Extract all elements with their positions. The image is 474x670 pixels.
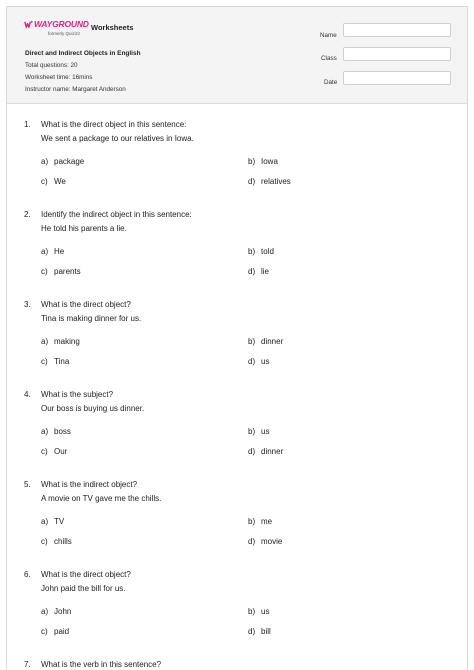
option-letter: d) [248, 537, 256, 546]
option-letter: c) [41, 357, 48, 366]
wayground-logo [24, 19, 89, 41]
option-text: Iowa [261, 157, 278, 166]
class-label: Class [321, 55, 337, 62]
option-text: package [54, 157, 85, 166]
instructor-name: Instructor name: Margaret Anderson [25, 86, 126, 93]
answer-option[interactable] [41, 427, 71, 436]
name-label: Name [320, 32, 337, 39]
answer-option[interactable] [248, 427, 269, 436]
answer-option[interactable] [41, 357, 69, 366]
option-text: parents [54, 267, 81, 276]
answer-option[interactable] [248, 447, 283, 456]
question-number: 7. [24, 660, 31, 669]
option-letter: a) [41, 337, 49, 346]
worksheet-page [6, 6, 468, 670]
answer-option[interactable] [41, 627, 69, 636]
question-prompt: What is the indirect object? [41, 480, 138, 489]
option-text: TV [54, 517, 65, 526]
answer-option[interactable] [41, 337, 80, 346]
answer-option[interactable] [248, 177, 291, 186]
option-text: Tina [54, 357, 70, 366]
option-letter: c) [41, 267, 48, 276]
question-number: 2. [24, 210, 31, 219]
option-letter: c) [41, 537, 48, 546]
question-number: 6. [24, 570, 31, 579]
option-letter: a) [41, 427, 49, 436]
question-number: 1. [24, 120, 31, 129]
answer-option[interactable] [41, 607, 71, 616]
option-text: me [261, 517, 273, 526]
logo-wordmark: WAYGROUND [34, 19, 89, 29]
answer-option[interactable] [41, 517, 64, 526]
question-sentence: A movie on TV gave me the chills. [41, 494, 162, 503]
answer-option[interactable] [248, 517, 272, 526]
class-field[interactable] [343, 47, 451, 61]
option-text: movie [261, 537, 283, 546]
brand-title: Worksheets [91, 23, 134, 32]
logo-mark-icon [24, 20, 33, 29]
option-text: us [261, 607, 270, 616]
question-prompt: What is the direct object? [41, 570, 131, 579]
answer-option[interactable] [41, 537, 72, 546]
option-text: dinner [261, 337, 284, 346]
answer-option[interactable] [248, 337, 283, 346]
option-letter: a) [41, 157, 49, 166]
option-text: dinner [261, 447, 284, 456]
worksheet-title: Direct and Indirect Objects in English [25, 50, 141, 57]
option-text: We [54, 177, 66, 186]
date-field[interactable] [343, 71, 451, 85]
answer-option[interactable] [248, 357, 269, 366]
question-sentence: John paid the bill for us. [41, 584, 126, 593]
question-item [7, 210, 467, 290]
option-letter: d) [248, 357, 256, 366]
question-prompt: What is the subject? [41, 390, 114, 399]
option-letter: c) [41, 447, 48, 456]
option-text: relatives [261, 177, 291, 186]
name-field[interactable] [343, 23, 451, 37]
answer-option[interactable] [41, 247, 64, 256]
answer-option[interactable] [248, 247, 274, 256]
option-text: us [261, 357, 270, 366]
answer-option[interactable] [248, 607, 269, 616]
option-letter: b) [248, 427, 256, 436]
option-text: Our [54, 447, 68, 456]
option-letter: d) [248, 447, 256, 456]
worksheet-time: Worksheet time: 16mins [25, 74, 93, 81]
option-text: boss [54, 427, 71, 436]
question-prompt: What is the direct object? [41, 300, 131, 309]
question-sentence: Tina is making dinner for us. [41, 314, 142, 323]
answer-option[interactable] [41, 447, 67, 456]
logo-subtext: formerly Quizizz [48, 31, 81, 36]
question-item [7, 570, 467, 650]
answer-option[interactable] [248, 627, 271, 636]
answer-option[interactable] [248, 267, 269, 276]
total-questions: Total questions: 20 [25, 62, 78, 69]
question-sentence: We sent a package to our relatives in Iowa. [41, 134, 194, 143]
answer-option[interactable] [41, 177, 66, 186]
option-text: chills [54, 537, 72, 546]
option-letter: c) [41, 627, 48, 636]
option-letter: b) [248, 607, 256, 616]
option-letter: a) [41, 517, 49, 526]
option-text: told [261, 247, 274, 256]
answer-option[interactable] [248, 157, 278, 166]
option-letter: a) [41, 247, 49, 256]
answer-option[interactable] [41, 267, 81, 276]
question-item [7, 120, 467, 200]
question-sentence: Our boss is buying us dinner. [41, 404, 145, 413]
option-text: John [54, 607, 72, 616]
question-item [7, 390, 467, 470]
question-item [7, 480, 467, 560]
question-prompt: Identify the indirect object in this sentence: [41, 210, 192, 219]
option-letter: c) [41, 177, 48, 186]
question-prompt: What is the verb in this sentence? [41, 660, 162, 669]
answer-option[interactable] [248, 537, 282, 546]
worksheet-header [7, 7, 467, 104]
option-letter: d) [248, 177, 256, 186]
question-item [7, 300, 467, 380]
option-letter: d) [248, 627, 256, 636]
question-number: 5. [24, 480, 31, 489]
option-letter: b) [248, 157, 256, 166]
option-letter: d) [248, 267, 256, 276]
option-text: making [54, 337, 80, 346]
answer-option[interactable] [41, 157, 84, 166]
option-text: us [261, 427, 270, 436]
question-item [7, 660, 467, 670]
option-letter: b) [248, 337, 256, 346]
option-letter: b) [248, 247, 256, 256]
option-text: paid [54, 627, 70, 636]
question-sentence: He told his parents a lie. [41, 224, 127, 233]
option-letter: a) [41, 607, 49, 616]
date-label: Date [324, 79, 338, 86]
option-text: He [54, 247, 65, 256]
option-text: lie [261, 267, 270, 276]
question-number: 4. [24, 390, 31, 399]
option-text: bill [261, 627, 271, 636]
question-prompt: What is the direct object in this sentence: [41, 120, 187, 129]
question-number: 3. [24, 300, 31, 309]
option-letter: b) [248, 517, 256, 526]
